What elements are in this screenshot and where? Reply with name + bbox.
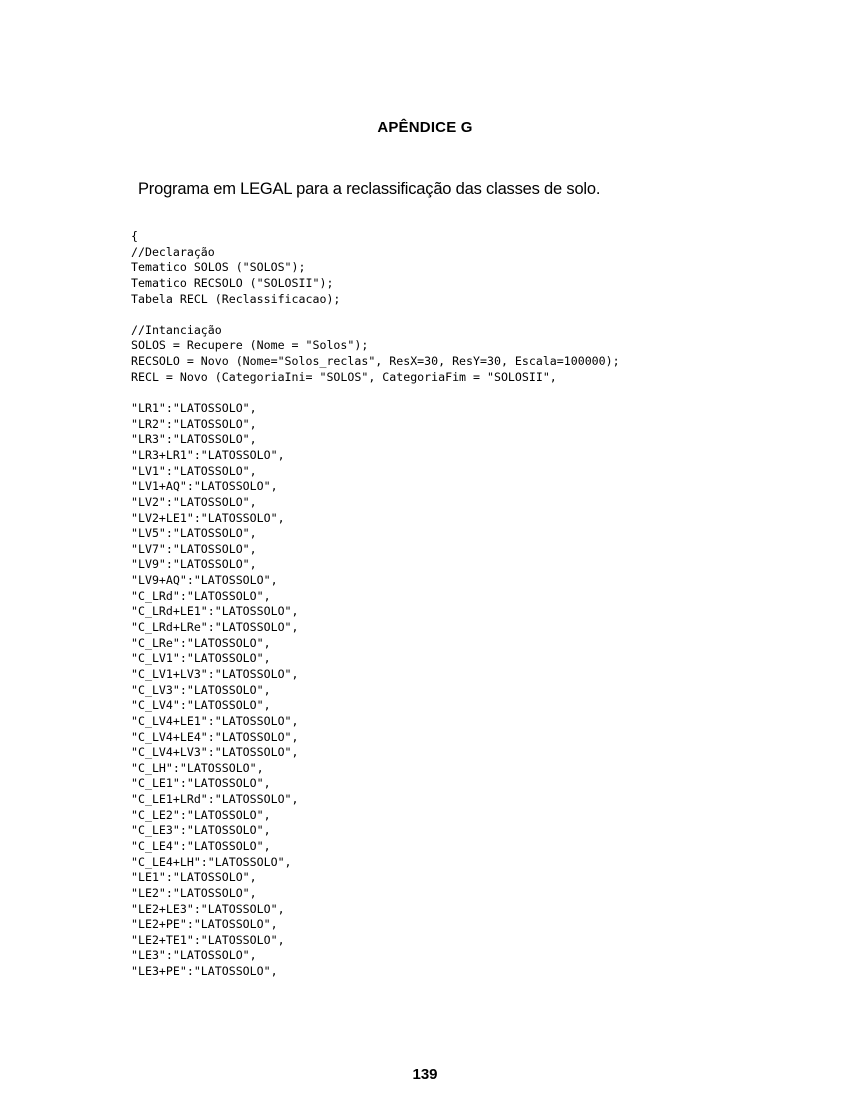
- appendix-heading: APÊNDICE G: [377, 119, 473, 136]
- code-line: "C_LRd+LE1":"LATOSSOLO",: [131, 604, 299, 619]
- code-line: RECSOLO = Novo (Nome="Solos_reclas", ResX=30, ResY=30, Escala=100000);: [131, 354, 620, 369]
- code-line: "LR2":"LATOSSOLO",: [131, 416, 257, 431]
- code-line: "C_LRd+LRe":"LATOSSOLO",: [131, 620, 299, 635]
- code-line: {: [131, 229, 138, 243]
- code-line: "LV7":"LATOSSOLO",: [131, 541, 257, 556]
- page-number: 139: [412, 1066, 438, 1083]
- program-description: Programa em LEGAL para a reclassificação das classes de solo.: [138, 180, 601, 198]
- code-line: //Intanciação: [131, 322, 222, 337]
- code-line: "C_LE4+LH":"LATOSSOLO",: [131, 854, 292, 869]
- code-line: "C_LV4+LE1":"LATOSSOLO",: [131, 713, 299, 728]
- code-line: "C_LV3":"LATOSSOLO",: [131, 682, 271, 697]
- code-line: Tabela RECL (Reclassificacao);: [131, 291, 341, 306]
- code-line: "C_LV1+LV3":"LATOSSOLO",: [131, 666, 299, 681]
- code-line: "LR3+LR1":"LATOSSOLO",: [131, 447, 285, 462]
- code-line: "LR3":"LATOSSOLO",: [131, 432, 257, 447]
- code-line: "C_LV4+LV3":"LATOSSOLO",: [131, 745, 299, 760]
- code-line: "LV5":"LATOSSOLO",: [131, 526, 257, 541]
- code-line: "LV9":"LATOSSOLO",: [131, 557, 257, 572]
- code-line: "C_LE1+LRd":"LATOSSOLO",: [131, 792, 299, 807]
- code-line: [131, 307, 620, 323]
- code-line: "C_LV1":"LATOSSOLO",: [131, 651, 271, 666]
- code-line: RECL = Novo (CategoriaIni= "SOLOS", CategoriaFim = "SOLOSII",: [131, 369, 557, 384]
- code-line: "LV2":"LATOSSOLO",: [131, 494, 257, 509]
- code-line: "C_LV4+LE4":"LATOSSOLO",: [131, 729, 299, 744]
- code-line: "LE3+PE":"LATOSSOLO",: [131, 964, 278, 979]
- code-line: "LE3":"LATOSSOLO",: [131, 948, 257, 963]
- legal-code-listing: [131, 229, 620, 980]
- code-line: "LE2":"LATOSSOLO",: [131, 885, 257, 900]
- code-line: "C_LV4":"LATOSSOLO",: [131, 698, 271, 713]
- code-line: "LE1":"LATOSSOLO",: [131, 870, 257, 885]
- code-line: [131, 385, 620, 401]
- code-line: "C_LRd":"LATOSSOLO",: [131, 588, 271, 603]
- code-line: "C_LRe":"LATOSSOLO",: [131, 635, 271, 650]
- code-line: "C_LE3":"LATOSSOLO",: [131, 823, 271, 838]
- code-line: "LV1+AQ":"LATOSSOLO",: [131, 479, 278, 494]
- code-line: "LE2+TE1":"LATOSSOLO",: [131, 932, 285, 947]
- code-line: //Declaração: [131, 244, 215, 259]
- code-line: "LV1":"LATOSSOLO",: [131, 463, 257, 478]
- code-line: Tematico RECSOLO ("SOLOSII");: [131, 275, 334, 290]
- code-line: "LR1":"LATOSSOLO",: [131, 401, 257, 416]
- code-line: "C_LE1":"LATOSSOLO",: [131, 776, 271, 791]
- code-line: "LV2+LE1":"LATOSSOLO",: [131, 510, 285, 525]
- code-line: "LE2+PE":"LATOSSOLO",: [131, 917, 278, 932]
- code-line: "C_LE2":"LATOSSOLO",: [131, 807, 271, 822]
- code-line: "LV9+AQ":"LATOSSOLO",: [131, 573, 278, 588]
- code-line: "C_LE4":"LATOSSOLO",: [131, 838, 271, 853]
- code-line: Tematico SOLOS ("SOLOS");: [131, 260, 306, 275]
- code-line: "LE2+LE3":"LATOSSOLO",: [131, 901, 285, 916]
- code-line: "C_LH":"LATOSSOLO",: [131, 760, 264, 775]
- code-line: SOLOS = Recupere (Nome = "Solos");: [131, 338, 369, 353]
